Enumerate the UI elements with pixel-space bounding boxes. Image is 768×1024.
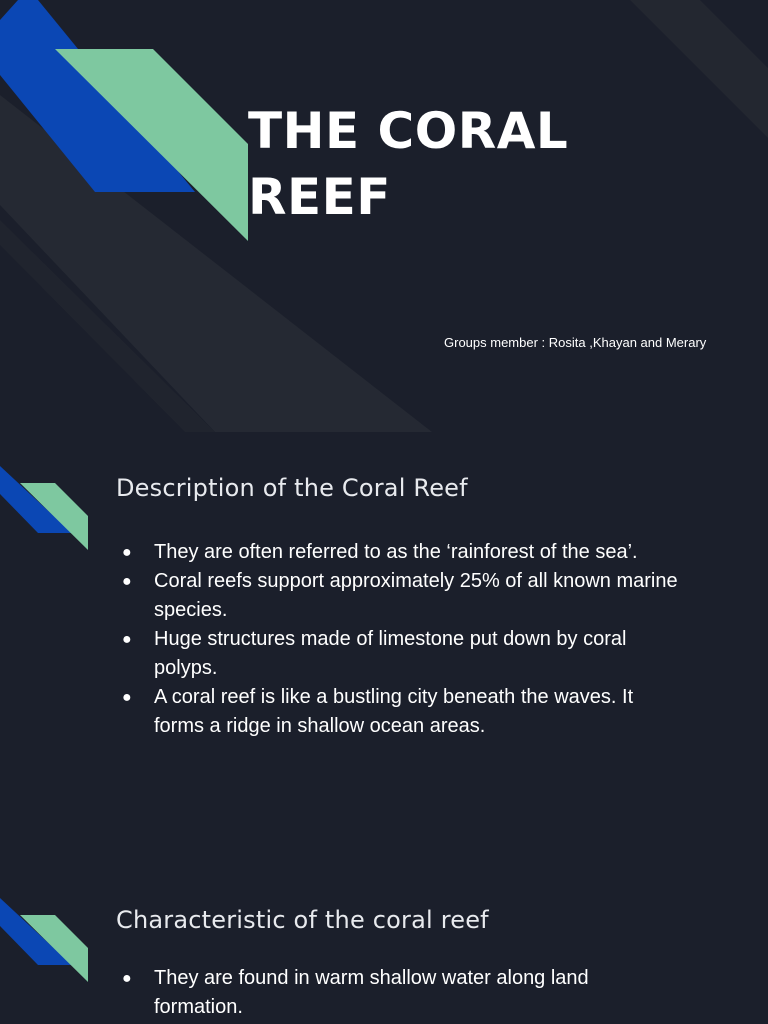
title-slide: [0, 0, 768, 432]
presentation-title: [248, 98, 568, 230]
bullet-text: They are often referred to as the ‘rainforest of the sea’.: [154, 541, 638, 563]
list-item: [122, 538, 682, 567]
bullet-dot: ●: [122, 970, 132, 987]
section-heading: Characteristic of the coral reef: [116, 906, 489, 934]
bullet-list: [122, 964, 682, 1022]
title-line-2: REEF: [248, 168, 391, 226]
group-members-text: Groups member : Rosita ,Khayan and Merary: [444, 335, 707, 350]
list-item: [122, 683, 682, 741]
bullet-text: Huge structures made of limestone put down by coral polyps.: [154, 628, 627, 679]
bullet-text: A coral reef is like a bustling city beneath the waves. It forms a ridge in shallow ocean areas.: [154, 686, 634, 737]
dark-stripe-shape: [630, 0, 768, 138]
bullet-text: Coral reefs support approximately 25% of all known marine species.: [154, 570, 678, 621]
section-heading: Description of the Coral Reef: [116, 474, 468, 502]
bullet-dot: ●: [122, 544, 132, 561]
description-slide: [0, 432, 768, 864]
characteristic-slide: [0, 864, 768, 1024]
list-item: [122, 625, 682, 683]
title-line-1: THE CORAL: [248, 102, 569, 160]
bullet-dot: ●: [122, 631, 132, 648]
bullet-dot: ●: [122, 689, 132, 706]
bullet-text: They are found in warm shallow water along land formation.: [154, 967, 589, 1018]
list-item: [122, 964, 682, 1022]
bullet-dot: ●: [122, 573, 132, 590]
bullet-list: [122, 538, 682, 741]
slide-decoration: [0, 432, 120, 572]
slide-decoration: [0, 864, 120, 1004]
list-item: [122, 567, 682, 625]
